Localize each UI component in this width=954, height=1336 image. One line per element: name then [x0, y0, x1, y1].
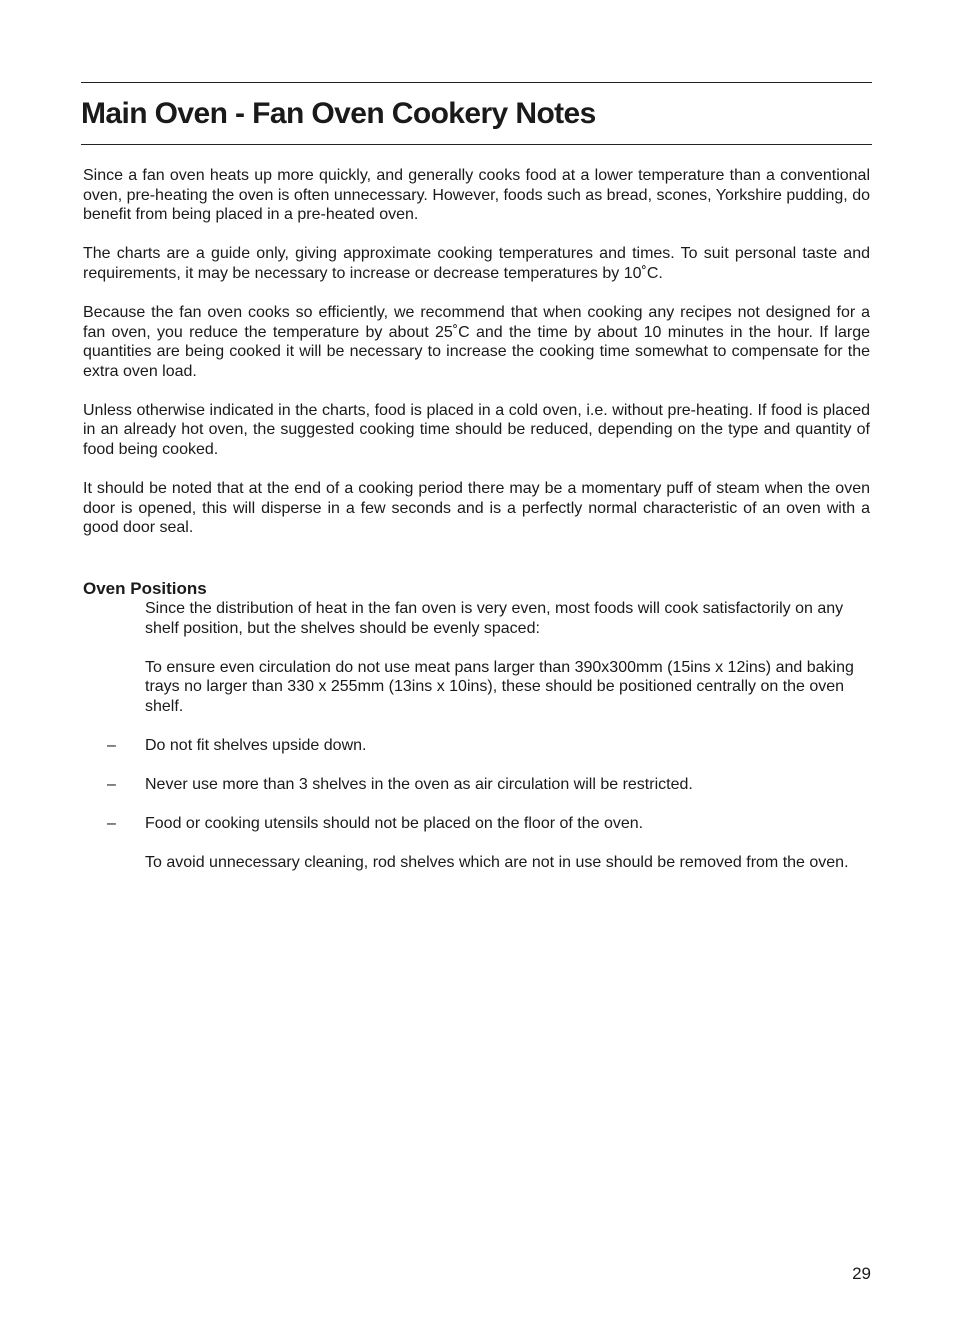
intro-paragraph: Unless otherwise indicated in the charts, food is placed in a cold oven, i.e. without pre-heating. If food is placed in an already hot oven, the suggested cooking time should be reduced, depending on the type and quantity of food being cooked. — [83, 401, 870, 459]
dash-icon: – — [107, 736, 116, 754]
dash-icon: – — [107, 815, 116, 833]
intro-paragraph: The charts are a guide only, giving approximate cooking temperatures and times. To suit personal taste and requirements, it may be necessary to increase or decrease temperatures by 10˚C. — [83, 245, 870, 282]
bullet-item — [83, 736, 870, 756]
bullet-text: Food or cooking utensils should not be placed on the floor of the oven. — [145, 815, 644, 833]
oven-positions-paragraph: Since the distribution of heat in the fan oven is very even, most foods will cook satisfactorily on any shelf position, but the shelves should be evenly spaced: — [145, 599, 844, 637]
oven-positions-section — [83, 578, 870, 873]
oven-positions-closing — [83, 853, 870, 873]
oven-positions-paragraph: To ensure even circulation do not use meat pans larger than 390x300mm (15ins x 12ins) and baking trays no larger than 330 x 255mm (13ins x 10ins), these should be positioned centrally on the oven shelf. — [145, 658, 854, 715]
intro-paragraph: It should be noted that at the end of a cooking period there may be a momentary puff of steam when the oven door is opened, this will disperse in a few seconds and is a perfectly normal characteristic of an oven with a good door seal. — [83, 480, 870, 537]
intro-paragraph: Because the fan oven cooks so efficiently, we recommend that when cooking any recipes not designed for a fan oven, you reduce the temperature by about 25˚C and the time by about 10 minutes in the hour. If large quantities are being cooked it will be necessary to increase the cooking time somewhat to compensate for the extra oven load. — [83, 303, 870, 380]
bullet-item — [83, 814, 870, 834]
bullet-text: Do not fit shelves upside down. — [145, 736, 367, 754]
page-number: 29 — [852, 1264, 871, 1283]
oven-positions-body — [83, 599, 870, 716]
header-top-rule — [81, 82, 872, 83]
page-title: Main Oven - Fan Oven Cookery Notes — [81, 97, 596, 130]
dash-icon: – — [107, 775, 116, 793]
bullet-text: Never use more than 3 shelves in the oven as air circulation will be restricted. — [145, 775, 693, 793]
intro-paragraph: Since a fan oven heats up more quickly, and generally cooks food at a lower temperature than a conventional oven, pre-heating the oven is often unnecessary. However, foods such as bread, scones, Yorkshire pudding, do benefit from being placed in a pre-heated oven. — [83, 167, 870, 224]
closing-paragraph: To avoid unnecessary cleaning, rod shelves which are not in use should be removed from the oven. — [145, 854, 849, 872]
section-heading: Oven Positions — [83, 578, 207, 598]
document-body — [83, 166, 870, 892]
header-bottom-rule — [81, 144, 872, 145]
bullet-item — [83, 775, 870, 795]
